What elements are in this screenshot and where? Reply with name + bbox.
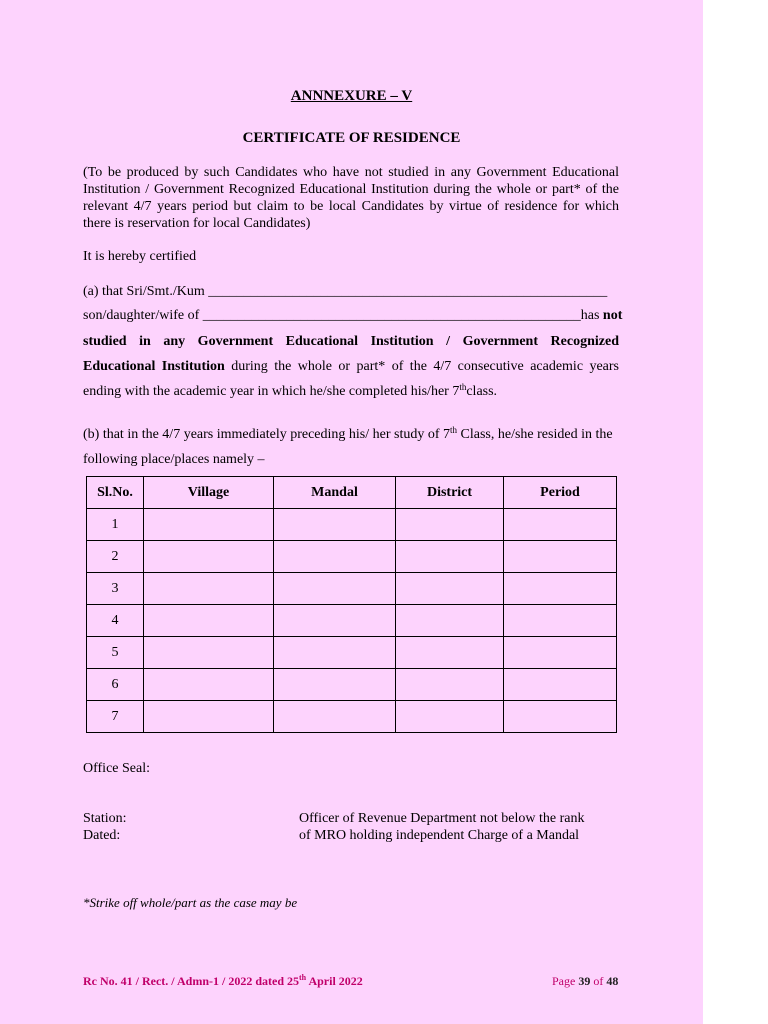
certificate-title: CERTIFICATE OF RESIDENCE xyxy=(242,130,461,146)
district-cell[interactable] xyxy=(396,701,504,733)
page-number xyxy=(552,974,618,989)
not-text: not xyxy=(602,308,623,323)
village-cell[interactable] xyxy=(144,701,274,733)
row-number: 6 xyxy=(87,669,144,701)
officer-designation-line-2: of MRO holding independent Charge of a Mandal xyxy=(299,828,580,843)
row-number: 1 xyxy=(87,509,144,541)
district-cell[interactable] xyxy=(396,573,504,605)
period-cell[interactable] xyxy=(504,573,617,605)
row-number: 2 xyxy=(87,541,144,573)
row-number: 4 xyxy=(87,605,144,637)
mandal-cell[interactable] xyxy=(274,573,396,605)
village-cell[interactable] xyxy=(144,509,274,541)
header-district: District xyxy=(396,477,504,509)
table-row xyxy=(87,637,617,669)
clause-b-line-1-end: Class, he/she resided in the xyxy=(460,427,613,442)
mandal-cell[interactable] xyxy=(274,605,396,637)
period-cell[interactable] xyxy=(504,541,617,573)
village-cell[interactable] xyxy=(144,637,274,669)
row-number: 5 xyxy=(87,637,144,669)
period-cell[interactable] xyxy=(504,605,617,637)
village-cell[interactable] xyxy=(144,669,274,701)
clause-a-line-5 xyxy=(83,384,619,400)
district-cell[interactable] xyxy=(396,669,504,701)
header-village: Village xyxy=(144,477,274,509)
row-number: 7 xyxy=(87,701,144,733)
header-slno: Sl.No. xyxy=(87,477,144,509)
name-label: (a) that Sri/Smt./Kum xyxy=(83,284,205,299)
hereby-text: It is hereby certified xyxy=(83,249,197,264)
clause-a-line-4-rest: during the whole or part* of the 4/7 consecutive academic years xyxy=(231,359,620,374)
period-cell[interactable] xyxy=(504,509,617,541)
clause-b-line-1 xyxy=(83,427,619,443)
village-cell[interactable] xyxy=(144,541,274,573)
district-cell[interactable] xyxy=(396,605,504,637)
table-row xyxy=(87,541,617,573)
period-cell[interactable] xyxy=(504,669,617,701)
relation-blank: ______________________________________________________ xyxy=(202,308,581,323)
officer-designation-line-1: Officer of Revenue Department not below the rank xyxy=(299,811,585,826)
superscript-th: th xyxy=(450,425,458,435)
clause-a-line-3: studied in any Government Educational Institution / Government Recognized xyxy=(83,334,619,349)
mandal-cell[interactable] xyxy=(274,637,396,669)
relation-label: son/daughter/wife of xyxy=(83,308,200,323)
table-row xyxy=(87,573,617,605)
district-cell[interactable] xyxy=(396,509,504,541)
mandal-cell[interactable] xyxy=(274,509,396,541)
clause-a-line-5-text: ending with the academic year in which he/she completed his/her 7 xyxy=(83,384,460,399)
table-header-row xyxy=(87,477,617,509)
page-total: 48 xyxy=(606,974,619,988)
clause-b-line-2: following place/places namely – xyxy=(83,452,265,467)
table-row xyxy=(87,701,617,733)
header-mandal: Mandal xyxy=(274,477,396,509)
village-cell[interactable] xyxy=(144,605,274,637)
mandal-cell[interactable] xyxy=(274,701,396,733)
reference-date-end: April 2022 xyxy=(308,974,363,988)
mandal-cell[interactable] xyxy=(274,669,396,701)
period-cell[interactable] xyxy=(504,701,617,733)
reference-text: Rc No. 41 / Rect. / Admn-1 / 2022 dated 25 xyxy=(83,974,299,988)
header-period: Period xyxy=(504,477,617,509)
village-cell[interactable] xyxy=(144,573,274,605)
mandal-cell[interactable] xyxy=(274,541,396,573)
district-cell[interactable] xyxy=(396,541,504,573)
table-row xyxy=(87,509,617,541)
strike-off-note: *Strike off whole/part as the case may be xyxy=(83,895,298,910)
clause-b-line-1-text: (b) that in the 4/7 years immediately preceding his/ her study of 7 xyxy=(83,427,451,442)
row-number: 3 xyxy=(87,573,144,605)
office-seal-label: Office Seal: xyxy=(83,761,150,776)
superscript-th: th xyxy=(299,973,307,982)
annexure-title: ANNNEXURE – V xyxy=(290,88,413,104)
residence-table xyxy=(86,476,617,733)
superscript-th: th xyxy=(459,382,467,392)
clause-a-line-4 xyxy=(83,359,619,375)
has-text: has xyxy=(580,308,600,323)
clause-a-line-1 xyxy=(83,284,619,300)
page-current: 39 xyxy=(578,974,591,988)
page-word: Page xyxy=(552,974,576,988)
clause-a-line-2 xyxy=(83,308,623,324)
table-row xyxy=(87,605,617,637)
name-blank: _________________________________________________________ xyxy=(208,284,608,299)
table-row xyxy=(87,669,617,701)
period-cell[interactable] xyxy=(504,637,617,669)
page-of: of xyxy=(593,974,604,988)
station-label: Station: xyxy=(83,811,127,826)
reference-number xyxy=(83,974,363,989)
clause-a-line-5-end: class. xyxy=(466,384,498,399)
district-cell[interactable] xyxy=(396,637,504,669)
institution-bold-text: Educational Institution xyxy=(83,359,225,374)
dated-label: Dated: xyxy=(83,828,121,843)
intro-paragraph: (To be produced by such Candidates who have not studied in any Government Educational Institution / Government Recognized Educational Institution during the whole or part* of the relevant 4/7 years period but claim to be local Candidates by virtue of residence for which there is reservation for local Candidates) xyxy=(83,165,619,231)
